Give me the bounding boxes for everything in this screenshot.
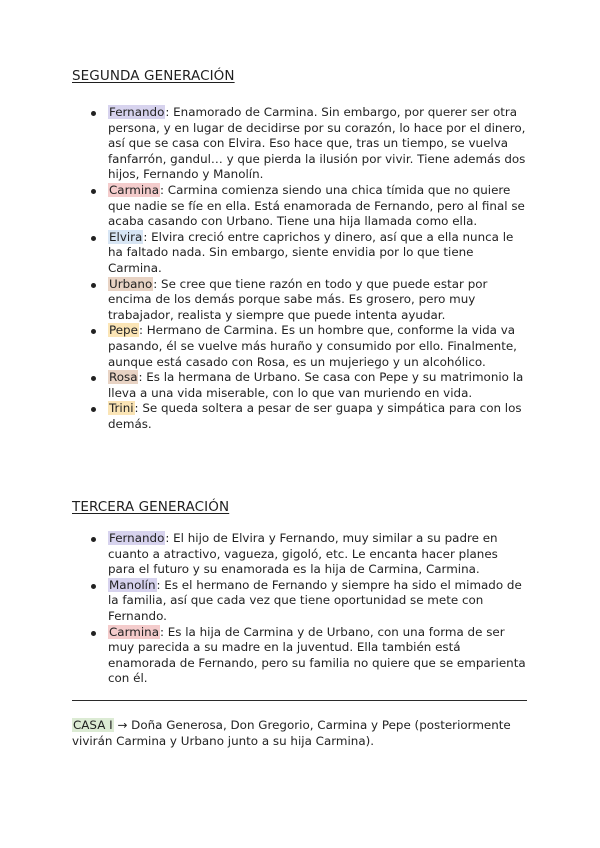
character-name: Elvira xyxy=(109,229,143,244)
character-name: Fernando xyxy=(109,531,165,545)
casa-description: → Doña Generosa, Don Gregorio, Carmina y Pepe (posteriormente vivirán Carmina y Urbano junto a su hija Carmina). xyxy=(72,718,511,748)
character-name: Rosa xyxy=(109,370,138,385)
bullet-icon xyxy=(91,189,96,194)
list-item xyxy=(90,625,528,687)
list-item xyxy=(90,370,528,401)
list-item xyxy=(90,277,528,324)
list-item xyxy=(90,401,528,432)
bullet-icon xyxy=(91,236,96,241)
character-description: : Es la hija de Carmina y de Urbano, con una forma de ser muy parecida a su madre en la juventud. Ella también está enamorada de Fernando, pero su familia no quiere que se emparienta con él. xyxy=(108,624,526,686)
list-item xyxy=(90,230,528,277)
list-item xyxy=(90,105,528,183)
bullet-icon xyxy=(91,407,96,412)
character-name: Pepe xyxy=(109,323,138,338)
character-name: Trini xyxy=(109,401,134,416)
tercera-generacion-heading: TERCERA GENERACIÓN xyxy=(72,499,230,515)
character-description: : Hermano de Carmina. Es un hombre que, conforme la vida va pasando, él se vuelve más huraño y consumido por ello. Finalmente, aunque está casado con Rosa, es un mujeriego y un alcohólico. xyxy=(108,323,517,369)
character-description: : Enamorado de Carmina. Sin embargo, por querer ser otra persona, y en lugar de decidirse por su corazón, lo hace por el dinero, así que se casa con Elvira. Eso hace que, tras un tiempo, se vuelva fanfarrón, gandul… y que pierda la ilusión por vivir. Tiene además dos hijos, Fernando y Manolín. xyxy=(108,105,526,182)
bullet-icon xyxy=(91,283,96,288)
casa-paragraph xyxy=(72,718,532,750)
character-description: : Se cree que tiene razón en todo y que puede estar por encima de los demás porque sabe más. Es grosero, pero muy trabajador, realista y siempre que puede intenta ayudar. xyxy=(108,276,488,322)
casa-label: CASA I xyxy=(73,718,113,732)
character-name: Manolín xyxy=(109,577,156,592)
bullet-icon xyxy=(91,537,96,542)
list-item xyxy=(90,531,528,578)
character-name: Fernando xyxy=(109,105,165,119)
bullet-icon xyxy=(91,631,96,636)
bullet-icon xyxy=(91,584,96,589)
bullet-icon xyxy=(91,376,96,381)
tercera-generacion-list xyxy=(90,531,528,687)
list-item xyxy=(90,183,528,230)
segunda-generacion-heading: SEGUNDA GENERACIÓN xyxy=(72,68,235,84)
character-name: Urbano xyxy=(109,276,153,291)
bullet-icon xyxy=(91,329,96,334)
segunda-generacion-list xyxy=(90,105,528,432)
character-description: : Elvira creció entre caprichos y dinero, así que a ella nunca le ha faltado nada. Sin embargo, siente envidia por lo que tiene Carmina. xyxy=(108,229,514,275)
character-description: : Es el hermano de Fernando y siempre ha sido el mimado de la familia, así que cada vez que tiene oportunidad se mete con Fernando. xyxy=(108,577,522,623)
character-description: : El hijo de Elvira y Fernando, muy similar a su padre en cuanto a atractivo, vagueza, gigoló, etc. Le encanta hacer planes para el futuro y su enamorada es la hija de Carmina, Carmina. xyxy=(108,531,498,577)
character-name: Carmina xyxy=(109,182,159,197)
list-item xyxy=(90,323,528,370)
character-name: Carmina xyxy=(109,624,159,639)
character-description: : Se queda soltera a pesar de ser guapa y simpática para con los demás. xyxy=(108,401,522,431)
horizontal-divider xyxy=(72,700,527,701)
character-description: : Es la hermana de Urbano. Se casa con Pepe y su matrimonio la lleva a una vida miserable, con lo que van muriendo en vida. xyxy=(108,370,524,400)
list-item xyxy=(90,578,528,625)
character-description: : Carmina comienza siendo una chica tímida que no quiere que nadie se fíe en ella. Está enamorada de Fernando, pero al final se acaba casando con Urbano. Tiene una hija llamada como ella. xyxy=(108,182,525,229)
bullet-icon xyxy=(91,111,96,116)
